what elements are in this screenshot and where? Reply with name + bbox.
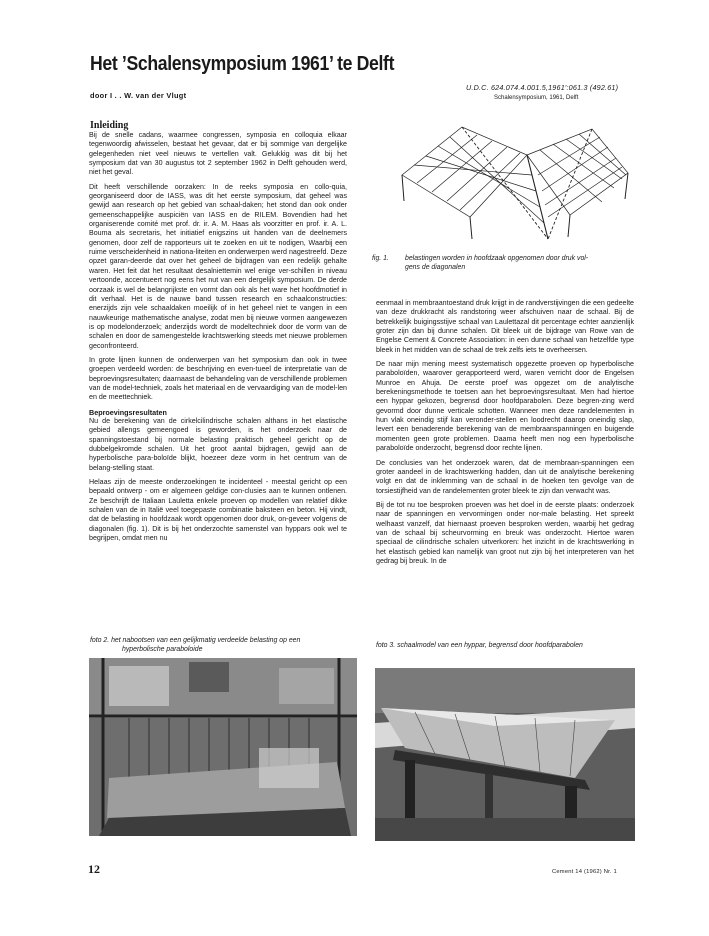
section-heading-inleiding: Inleiding <box>90 120 129 131</box>
paragraph: eenmaal in membraantoestand druk krijgt in de randverstijvingen die een gedeelte van deze drukkracht als randstoring weer afschuiven naar de schaal. Bij de betrekkelijk buigingsstijve schaal van Laulettazal dit percentage echter aanzienlijk groter zijn dan bij dunne schalen. Dit bleek uit de bijdrage van Rowe van de Engelse Cement & Concrete Association: in een dunne schaal van hetzelfde type bleek in het midden van de schaal de trek zelfs iets te overheersen. <box>376 299 634 354</box>
paragraph: Bij de snelle cadans, waarmee congressen, symposia en colloquia elkaar tegenwoordig afwisselen, bestaat het gevaar, dat er bij sommige van dergelijke gelegenheden niet veel nieuws te vertellen valt. Gelukkig was dit bij het symposium dat van 30 augustus tot 2 september 1962 in Delft gehouden werd, niet het geval. <box>89 131 347 177</box>
figure-1-hyppar-drawing <box>392 117 630 249</box>
article-title: Het ’Schalensymposium 1961’ te Delft <box>90 52 395 75</box>
author-line: door I . . W. van der Vlugt <box>90 91 187 100</box>
journal-footer: Cement 14 (1962) Nr. 1 <box>552 869 617 875</box>
caption-line: hyperbolische paraboloide <box>122 646 203 653</box>
paragraph: Bij de tot nu toe besproken proeven was het doel in de eerste plaats: onderzoek naar de spanningen en vervormingen onder nor-male belasting. Het spreekt welhaast vanzelf, dat hiernaast proeven besproken werden, waarbij het gedrag van de schaal bij scheurvorming en breuk was onderzocht. Hiertoe waren speciaal de cilindrische schalen uitverkoren: het inzicht in de krachtswerking in het elastisch gebied kan namelijk van groot nut zijn bij het interpreteren van het gedrag bij breuk. In de <box>376 500 634 565</box>
photo-3-hyppar-model <box>375 668 635 841</box>
udc-code: U.D.C. 624.074.4.001.5,1961':061.3 (492.61) <box>466 83 619 92</box>
right-text-column <box>376 299 634 571</box>
figure-number: fig. 1. <box>372 255 389 262</box>
figure-1-caption <box>372 254 622 272</box>
page-number: 12 <box>88 862 100 876</box>
roof-left-outline <box>402 127 527 217</box>
paragraph: De conclusies van het onderzoek waren, dat de membraan-spanningen een groter aandeel in de krachtswerking hadden, dan uit de analytische berekening volgt en dat de inklemming van de schaal in de hoeken ten gevolge van de torsiestijfheid van de randelementen groter bleek te zijn dan verwacht was. <box>376 458 634 495</box>
caption-line: foto 2. het nabootsen van een gelijkmatig verdeelde belasting op een <box>90 637 301 644</box>
caption-line: belastingen worden in hoofdzaak opgenomen door druk vol- <box>405 255 589 262</box>
udc-subject: Schalensymposium, 1961, Delft <box>494 95 579 101</box>
paragraph: In grote lijnen kunnen de onderwerpen van het symposium dan ook in twee groepen verdeeld worden: de beschrijving en even-tueel de interpretatie van de beproevingsresultaten; daarnaast de behandeling van de verschillende problemen van de model-techniek, zoals het materiaal en de vervaardiging van de model-len en de meettechniek. <box>89 355 347 402</box>
paragraph: De naar mijn mening meest systematisch opgezette proeven op hyperbolische paraboloïden, waarover gerapporteerd werd, waren verricht door de Engelsen Munroe en Ahuja. De eerste proef was opgezet om de analytische berekeningsmethode te toetsen aan het beproevingsresultaat. Men had hiertoe een hyppar gekozen, begrensd door hoofdparabolen. Deze begren-zing werd gevormd door dunne verticale schotten. Wanneer men deze randelementen in hun vlak oneindig stijf kan veronder-stellen en loodrecht daarop oneindig slap, levert een benaderende berekening van de membraanspanningen en buigende momenten geen grote problemen. Daama heeft men nog een hyperbolische paraboloïde onderzocht, begrensd door rechte lijnen. <box>376 360 634 453</box>
paragraph: Nu de berekening van de cirkelcilindrische schalen althans in het elastische gebied allengs gemeengoed is geworden, is het onderzoek naar de spanningstoestand bij normale belasting praktisch geheel gericht op de dubbelgekromde schalen. Uit het groot aantal bijdragen, gewijd aan de hyperbolische para-boloïde blijkt, hoezeer deze vorm in het centrum van de belang-stelling staat. <box>89 416 347 472</box>
photo-2-caption <box>90 636 354 654</box>
photo-2-load-test-rig <box>89 658 357 836</box>
roof-right-outline <box>527 129 628 215</box>
photo-3-caption: foto 3. schaalmodel van een hyppar, begrensd door hoofdparabolen <box>376 642 583 649</box>
caption-line: gens de diagonalen <box>405 264 466 271</box>
paragraph: Helaas zijn de meeste onderzoekingen te incidenteel - meestal gericht op een bepaald ontwerp - om er algemeen geldige con-clusies aan te kunnen ontlenen. Ze beschrijft de Italiaan Lauletta enkele proeven op modellen van relatief dikke schalen van de in Italië veel toegepaste combinatie baksteen en beton. Hij vindt, dat de belasting in hoofdzaak wordt opgenomen door druk, on-geveer volgens de diagonalen (fig. 1). Dit is bij het onderzochte samenstel van hyppars ook wel te begrijpen, omdat men nu <box>89 478 347 543</box>
left-text-column <box>89 131 347 548</box>
paragraph: Dit heeft verschillende oorzaken: In de reeks symposia en collo-quia, georganiseerd door de IASS, was dit het eerste symposium, dat geheel was gewijd aan research op het gebied van schaal-daken; het stond dan ook onder gemeenschappelijke auspiciën van IASS en de RILEM. Bovendien had het organiserende comité met prof. dr. ir. A. M. Haas als voorzitter en prof. ir. A. L. Bouma als secretaris, het initiatief enigszins uit handen van de deelnemers genomen, door zelf de rapporteurs uit te zoeken en uit te nodigen, Waarbij een ruime verscheidenheid in nationa-liteiten en onderwerpen werd nagestreefd. Deze opzet garan-deerde dat over het geheel de bijdragen van een redelijk gehalte waren. Het feit dat het resultaat desalniettemin wel enige ver-schillen in niveau vertoonde, accentueert nog eens het nut van een dergelijk symposium. De derde oorzaak is wel de belangrijkste en vormt dan ook als het ware het hoofdmotief in dit verhaal. Het is de nauwe band tussen research en schaalconstructies: enerzijds zijn vele schaaldaken moeilijk of in het geheel niet te vangen in een nauwkeurige mathematische analyse, zodat men bij nieuwe vormen aangewezen is op modelonderzoek; anderzijds wordt de modeltechniek door de vorm van de schalen en door de samengestelde krachtswerking steeds met nieuwe problemen geconfronteerd. <box>89 182 347 350</box>
section-heading-beproevingsresultaten: Beproevingsresultaten <box>89 407 167 417</box>
